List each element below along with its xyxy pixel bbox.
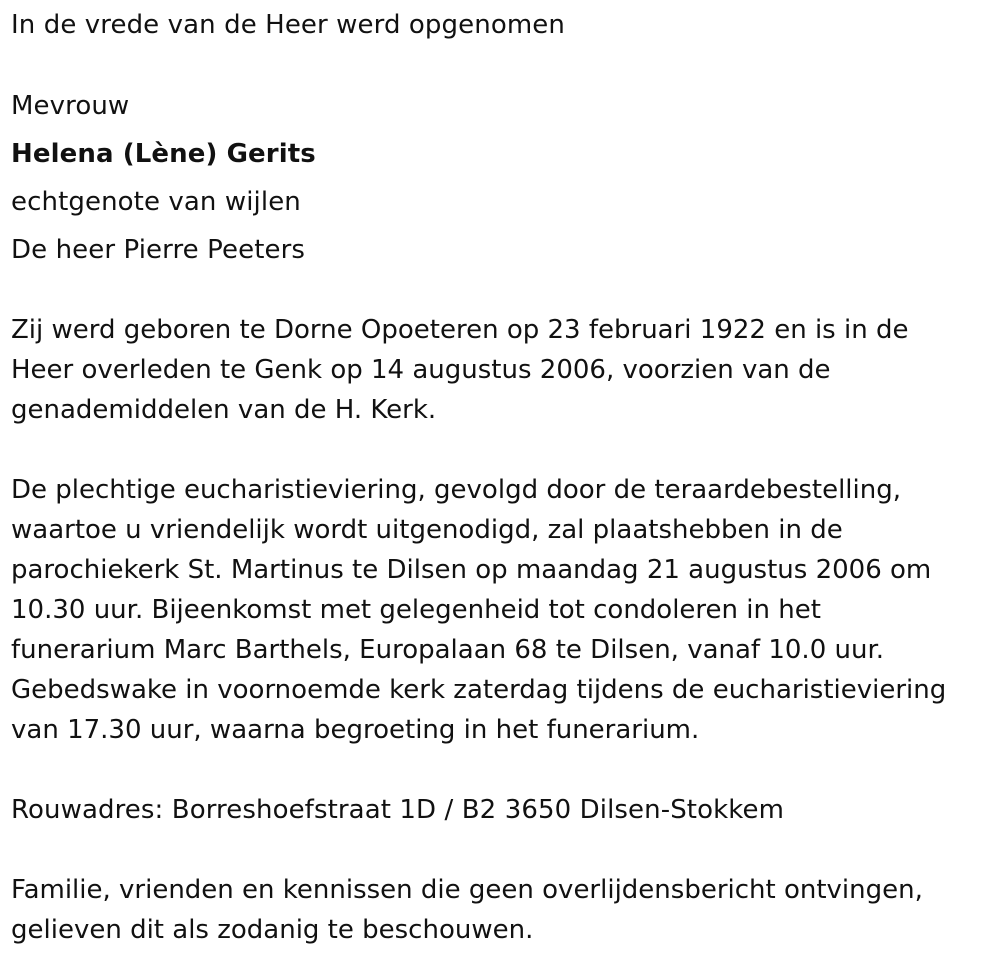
paragraph-line: De plechtige eucharistieviering, gevolgd door de teraardebestelling, bbox=[11, 475, 902, 505]
mourning-address: Rouwadres: Borreshoefstraat 1D / B2 3650 Dilsen-Stokkem bbox=[11, 795, 785, 825]
deceased-name: Helena (Lène) Gerits bbox=[11, 139, 316, 169]
spouse-name: De heer Pierre Peeters bbox=[11, 235, 306, 265]
paragraph-line: Gebedswake in voornoemde kerk zaterdag tijdens de eucharistieviering bbox=[11, 675, 947, 705]
paragraph-line: funerarium Marc Barthels, Europalaan 68 te Dilsen, vanaf 10.0 uur. bbox=[11, 635, 885, 665]
ceremony-paragraph bbox=[11, 470, 991, 750]
paragraph-line: van 17.30 uur, waarna begroeting in het funerarium. bbox=[11, 715, 700, 745]
paragraph-line: genademiddelen van de H. Kerk. bbox=[11, 395, 437, 425]
birth-death-paragraph bbox=[11, 310, 991, 430]
paragraph-line: Familie, vrienden en kennissen die geen overlijdensbericht ontvingen, bbox=[11, 875, 923, 905]
paragraph-line: parochiekerk St. Martinus te Dilsen op maandag 21 augustus 2006 om bbox=[11, 555, 932, 585]
paragraph-line: waartoe u vriendelijk wordt uitgenodigd, zal plaatshebben in de bbox=[11, 515, 843, 545]
closing-paragraph bbox=[11, 870, 991, 950]
paragraph-line: Heer overleden te Genk op 14 augustus 2006, voorzien van de bbox=[11, 355, 831, 385]
salutation: Mevrouw bbox=[11, 91, 130, 121]
paragraph-line: gelieven dit als zodanig te beschouwen. bbox=[11, 915, 534, 945]
paragraph-line: Zij werd geboren te Dorne Opoeteren op 23 februari 1922 en is in de bbox=[11, 315, 909, 345]
intro-line: In de vrede van de Heer werd opgenomen bbox=[11, 10, 565, 40]
paragraph-line: 10.30 uur. Bijeenkomst met gelegenheid tot condoleren in het bbox=[11, 595, 821, 625]
relation-line: echtgenote van wijlen bbox=[11, 187, 301, 217]
